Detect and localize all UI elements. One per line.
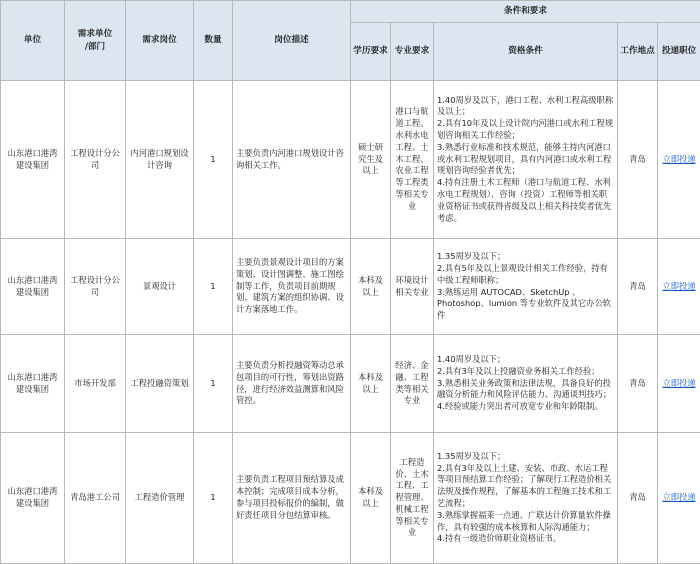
header-conditions: 条件和要求 xyxy=(351,1,700,23)
header-position: 需求岗位 xyxy=(126,1,194,81)
qualification-cell xyxy=(434,239,618,335)
requirement-line: 3.熟练运用 AUTOCAD、SketchUp 、Photoshop、lumion 等专业软件及其它办公软件 xyxy=(437,287,614,322)
requirement-line: 1.40周岁及以下，港口工程、水利工程高级职称及以上； xyxy=(437,95,614,119)
major-cell: 经济、金融、工程类等相关专业 xyxy=(391,335,434,433)
apply-cell xyxy=(658,81,700,239)
requirement-line: 1.35周岁及以下； xyxy=(437,451,614,463)
header-unit: 单位 xyxy=(1,1,65,81)
major-cell: 工程造价、土木工程、工程管理、机械工程等相关专业 xyxy=(391,433,434,564)
unit-cell: 山东港口港湾建设集团 xyxy=(1,81,65,239)
header-description: 岗位描述 xyxy=(233,1,351,81)
apply-link[interactable]: 立即投递 xyxy=(662,281,695,291)
dept-cell: 市场开发部 xyxy=(65,335,126,433)
requirement-line: 1.35周岁及以下； xyxy=(437,251,614,263)
location-cell: 青岛 xyxy=(618,433,658,564)
requirement-line: 2.具有5年及以上景观设计相关工作经验，持有中级工程师职称； xyxy=(437,263,614,287)
count-cell: 1 xyxy=(194,335,233,433)
requirement-line: 3.熟悉行业标准和技术规范，能够主持内河港口或水利工程规划项目，具有内河港口或水利工程规划咨询经验者优先； xyxy=(437,142,614,177)
qualification-cell xyxy=(434,335,618,433)
requirement-line: 2.具有10年及以上设计院内河港口或水利工程规划咨询相关工作经验； xyxy=(437,118,614,142)
unit-cell: 山东港口港湾建设集团 xyxy=(1,433,65,564)
header-apply: 投递职位 xyxy=(658,23,700,81)
requirement-line: 2.具有3年及以上投融资业务相关工作经验； xyxy=(437,366,614,378)
table-row xyxy=(1,81,700,239)
header-education: 学历要求 xyxy=(351,23,391,81)
header-dept: 需求单位 /部门 xyxy=(65,1,126,81)
table-row xyxy=(1,433,700,564)
requirement-line: 4.经验或能力突出者可放宽专业和年龄限制。 xyxy=(437,401,614,413)
description-cell: 主要负责分析投融资筹动总承包项目的可行性，筹划出资路径，进行经济效益测算和风险管控。 xyxy=(233,335,351,433)
education-cell: 本科及以上 xyxy=(351,335,391,433)
dept-cell: 工程设计分公司 xyxy=(65,239,126,335)
count-cell: 1 xyxy=(194,81,233,239)
qualification-cell xyxy=(434,81,618,239)
header-major: 专业要求 xyxy=(391,23,434,81)
apply-cell xyxy=(658,335,700,433)
requirement-line: 3.熟悉相关业务政策和法律法规，具备良好的投融资分析能力和风险评估能力、沟通谈判技巧； xyxy=(437,378,614,402)
count-cell: 1 xyxy=(194,433,233,564)
location-cell: 青岛 xyxy=(618,335,658,433)
position-cell: 工程造价管理 xyxy=(126,433,194,564)
education-cell: 硕士研究生及以上 xyxy=(351,81,391,239)
header-location: 工作地点 xyxy=(618,23,658,81)
education-cell: 本科及以上 xyxy=(351,239,391,335)
table-row xyxy=(1,239,700,335)
count-cell: 1 xyxy=(194,239,233,335)
apply-link[interactable]: 立即投递 xyxy=(662,154,695,164)
unit-cell: 山东港口港湾建设集团 xyxy=(1,239,65,335)
apply-link[interactable]: 立即投递 xyxy=(662,378,695,388)
requirement-line: 2.具有3年及以上土建、安装、市政、水运工程等项目预结算工作经验；了解现行工程造价相关法规及操作规程，了解基本的工程施工技术和工艺流程； xyxy=(437,463,614,510)
description-cell: 主要负责工程项目预结算及成本控制；完成项目成本分析，参与项目投标报价的编制，做好责任项目分包结算审核。 xyxy=(233,433,351,564)
apply-link[interactable]: 立即投递 xyxy=(662,492,695,502)
description-cell: 主要负责景观设计项目的方案策划、设计图调整、施工图绘制等工作，负责项目前期规划、建筑方案的组织协调、设计方案落地工作。 xyxy=(233,239,351,335)
education-cell: 本科及以上 xyxy=(351,433,391,564)
apply-cell xyxy=(658,433,700,564)
major-cell: 港口与航道工程、水利水电工程、土木工程、农业工程等工程类等相关专业 xyxy=(391,81,434,239)
major-cell: 环境设计相关专业 xyxy=(391,239,434,335)
dept-cell: 青岛港工公司 xyxy=(65,433,126,564)
requirement-line: 4.持有注册土木工程师（港口与航道工程、水利水电工程规划）、咨询（投资）工程师等相关职业资格证书或获得省级及以上相关科技奖者优先考虑。 xyxy=(437,177,614,224)
requirement-line: 1.40周岁及以下； xyxy=(437,354,614,366)
dept-cell: 工程设计分公司 xyxy=(65,81,126,239)
location-cell: 青岛 xyxy=(618,81,658,239)
position-cell: 工程投融资策划 xyxy=(126,335,194,433)
position-cell: 内河港口规划设计咨询 xyxy=(126,81,194,239)
header-count: 数量 xyxy=(194,1,233,81)
apply-cell xyxy=(658,239,700,335)
location-cell: 青岛 xyxy=(618,239,658,335)
requirement-line: 4.持有一级造价师职业资格证书。 xyxy=(437,533,614,545)
description-cell: 主要负责内河港口规划设计咨询相关工作。 xyxy=(233,81,351,239)
requirement-line: 3.熟练掌握福莱一点通、广联达计价算量软件操作，具有较强的成本核算和人际沟通能力； xyxy=(437,510,614,534)
header-qualification: 资格条件 xyxy=(434,23,618,81)
position-cell: 景观设计 xyxy=(126,239,194,335)
qualification-cell xyxy=(434,433,618,564)
unit-cell: 山东港口港湾建设集团 xyxy=(1,335,65,433)
table-row xyxy=(1,335,700,433)
